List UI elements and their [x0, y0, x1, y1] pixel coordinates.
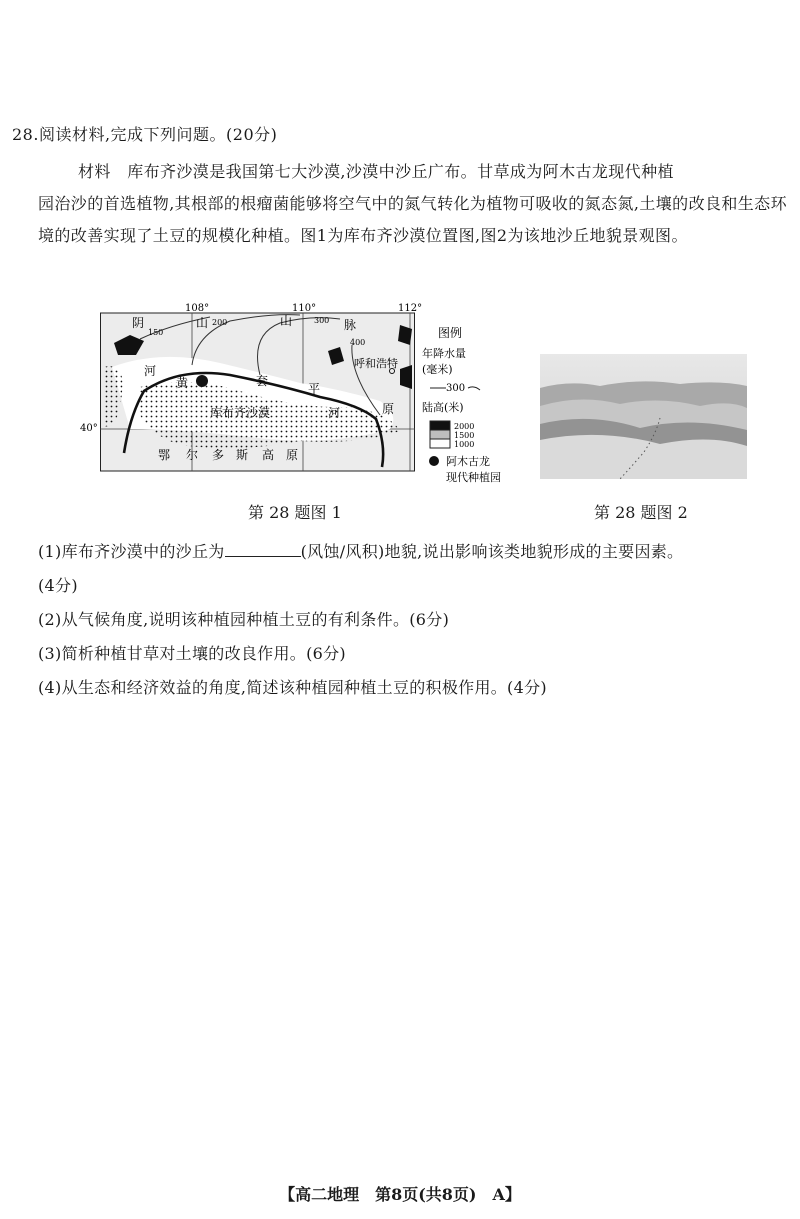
elev-swatch: [430, 421, 450, 430]
place-label: 尔: [186, 448, 199, 462]
place-label: 山: [280, 314, 293, 328]
place-label: 河: [328, 406, 341, 420]
contour-label: 400: [350, 338, 366, 347]
legend-site: 阿木古龙: [446, 455, 490, 468]
place-label: 多: [212, 448, 225, 462]
contour-label: 150: [148, 328, 164, 337]
contour-label: 300: [314, 316, 330, 325]
elev-value: 1000: [454, 440, 475, 449]
sub-question-4: (4)从生态和经济效益的角度,简述该种植园种植土豆的积极作用。(4分): [38, 678, 547, 697]
map-legend: [416, 325, 526, 495]
contour-label: 200: [212, 318, 228, 327]
dune-ridge: [540, 435, 747, 479]
legend-title: 图例: [438, 326, 463, 340]
place-label: 河: [144, 364, 157, 378]
place-label: 山: [196, 316, 209, 330]
sub-question-1-score: (4分): [38, 576, 78, 595]
isoline-value: 300: [446, 383, 466, 394]
elev-value: 1500: [454, 431, 475, 440]
place-label: 脉: [344, 318, 357, 332]
place-label: 鄂: [158, 448, 171, 462]
material-lead: 材料 库布齐沙漠是我国第七大沙漠,沙漠中沙丘广布。甘草成为阿木古龙现代种植: [78, 162, 674, 181]
page-footer: 【高二地理 第8页(共8页) A】: [279, 1185, 521, 1204]
legend-precip: 年降水量: [422, 347, 466, 360]
legend-elev: 陆高(米): [422, 401, 464, 414]
legend-precip-unit: (毫米): [422, 363, 453, 376]
place-label: 黄: [176, 376, 189, 390]
sub-question-3: (3)简析种植甘草对土壤的改良作用。(6分): [38, 644, 346, 663]
elev-swatch: [430, 439, 450, 448]
legend-site: 现代种植园: [446, 471, 501, 484]
isoline-sample: [468, 387, 480, 390]
place-label: 平: [308, 382, 321, 396]
sub-questions: [38, 535, 798, 705]
desert-label: 库布齐沙漠: [210, 406, 271, 420]
elev-swatch: [430, 430, 450, 439]
q1-text-rest: (风蚀/风积)地貌,说出影响该类地貌形成的主要因素。: [300, 542, 684, 561]
place-label: 阴: [132, 316, 145, 330]
q1-text: (1)库布齐沙漠中的沙丘为: [38, 542, 225, 561]
place-label: 原: [286, 448, 299, 462]
place-label: 原: [382, 402, 395, 416]
lon-label: 108°: [185, 303, 210, 314]
mountain-block: [400, 365, 412, 389]
elev-value: 2000: [454, 422, 475, 431]
site-marker-icon: [429, 456, 439, 466]
dune-landscape-photo: [540, 354, 747, 479]
figure1-caption: 第 28 题图 1: [248, 503, 342, 522]
lat-label: 40°: [80, 423, 98, 434]
material-text: [38, 156, 790, 252]
lon-label: 112°: [398, 303, 423, 314]
material-body: 园治沙的首选植物,其根部的根瘤菌能够将空气中的氮气转化为植物可吸收的氮态氮,土壤的改良和生态环境的改善实现了土豆的规模化种植。图1为库布齐沙漠位置图,图2为该地沙丘地貌景观图。: [38, 194, 787, 245]
lon-label: 110°: [292, 303, 317, 314]
place-label: 斯: [236, 448, 249, 462]
sub-question-1: [38, 535, 798, 569]
site-marker-icon: [196, 375, 208, 387]
city-label: 呼和浩特: [354, 357, 398, 370]
answer-blank[interactable]: [225, 542, 301, 557]
figure2-caption: 第 28 题图 2: [594, 503, 688, 522]
place-label: 套: [256, 374, 269, 388]
question-title: 28.阅读材料,完成下列问题。(20分): [12, 125, 278, 144]
desert-location-map: [80, 303, 430, 475]
sub-question-2: (2)从气候角度,说明该种植园种植土豆的有利条件。(6分): [38, 610, 450, 629]
place-label: 高: [262, 448, 275, 462]
